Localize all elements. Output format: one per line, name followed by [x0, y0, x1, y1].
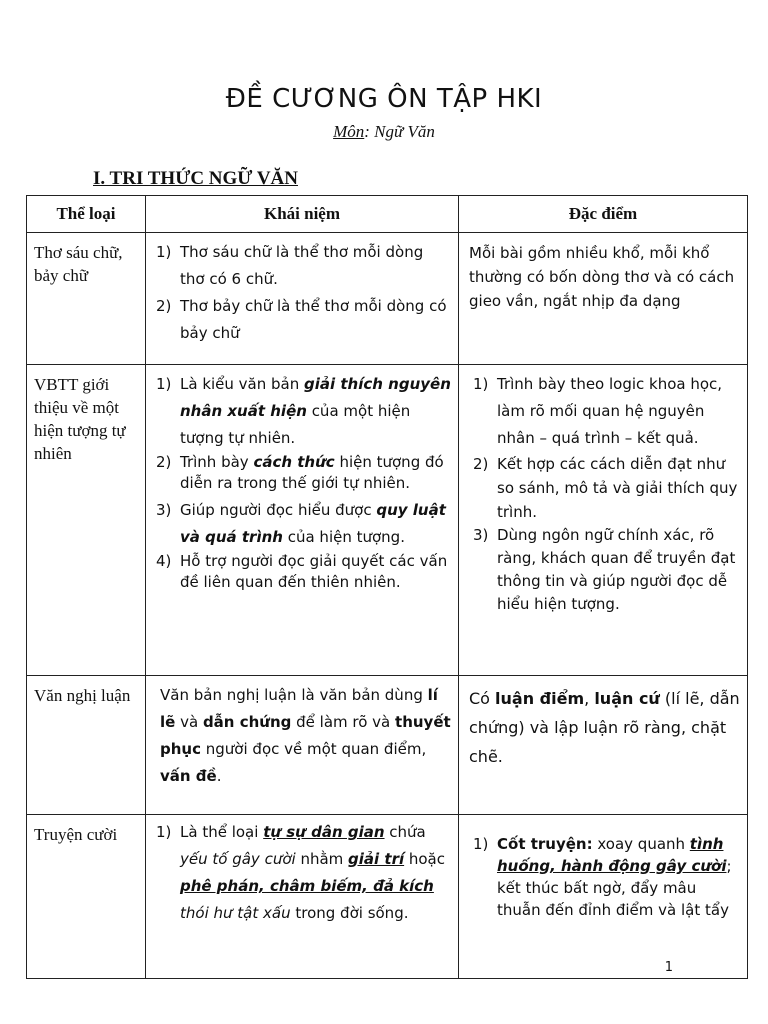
- list-item: 1) Trình bày theo logic khoa học, làm rõ mối quan hệ nguyên nhân – quá trình – kết quả.: [473, 375, 723, 447]
- subject-label: Môn: [333, 122, 365, 141]
- concept-list: [156, 239, 452, 347]
- feature-cell: [459, 365, 748, 676]
- concept-cell: [146, 365, 459, 676]
- table-row: [27, 815, 748, 979]
- genre-cell: Văn nghị luận: [27, 676, 146, 815]
- feature-list: [473, 833, 741, 921]
- genre-cell: Thơ sáu chữ, bảy chữ: [27, 233, 146, 365]
- header-feature: Đặc điểm: [459, 196, 748, 233]
- table-row: [27, 676, 748, 815]
- table-row: [27, 365, 748, 676]
- concept-cell: [146, 233, 459, 365]
- header-concept: Khái niệm: [146, 196, 459, 233]
- concept-cell: [146, 815, 459, 979]
- table-row: [27, 233, 748, 365]
- document-subtitle: [0, 122, 768, 142]
- list-item: 3) Giúp người đọc hiểu được quy luật và quá trình của hiện tượng.: [156, 501, 446, 546]
- concept-list: [156, 819, 452, 927]
- list-item: 2) Thơ bảy chữ là thể thơ mỗi dòng có bảy chữ: [156, 297, 447, 342]
- list-item: 1) Là kiểu văn bản giải thích nguyên nhân xuất hiện của một hiện tượng tự nhiên.: [156, 375, 451, 447]
- genre-cell: VBTT giới thiệu về một hiện tượng tự nhiên: [27, 365, 146, 676]
- genre-cell: Truyện cười: [27, 815, 146, 979]
- concept-list: [156, 371, 452, 593]
- list-item: 3) Dùng ngôn ngữ chính xác, rõ ràng, khách quan để truyền đạt thông tin và giúp người đọc dễ hiểu hiện tượng.: [473, 526, 736, 613]
- table-header-row: [27, 196, 748, 233]
- knowledge-table: [26, 195, 748, 979]
- document-title: ĐỀ CƯƠNG ÔN TẬP HKI: [225, 84, 543, 114]
- list-item: 1) Cốt truyện: xoay quanh tình huống, hành động gây cười; kết thúc bất ngờ, đẩy mâu thuẫn đến đỉnh điểm và lật tẩy: [473, 835, 732, 919]
- subject-value: : Ngữ Văn: [364, 122, 435, 141]
- concept-cell: Văn bản nghị luận là văn bản dùng lí lẽ và dẫn chứng để làm rõ và thuyết phục người đọc về một quan điểm, vấn đề.: [146, 676, 459, 815]
- header-genre: Thể loại: [27, 196, 146, 233]
- list-item: 2) Kết hợp các cách diễn đạt như so sánh, mô tả và giải thích quy trình.: [473, 455, 738, 521]
- feature-cell: Có luận điểm, luận cứ (lí lẽ, dẫn chứng) và lập luận rõ ràng, chặt chẽ.: [459, 676, 748, 815]
- list-item: 2) Trình bày cách thức hiện tượng đó diễn ra trong thế giới tự nhiên.: [156, 453, 444, 492]
- list-item-text: Thơ bảy chữ là thể thơ mỗi dòng có bảy chữ: [180, 297, 447, 342]
- page-number: 1: [664, 960, 673, 975]
- list-item-text: Thơ sáu chữ là thể thơ mỗi dòng thơ có 6 chữ.: [180, 243, 424, 288]
- feature-list: [473, 371, 741, 616]
- feature-cell: [459, 815, 748, 979]
- list-item: 1) Là thể loại tự sự dân gian chứa yếu tố gây cười nhằm giải trí hoặc phê phán, châm biếm, đả kích thói hư tật xấu trong đời sống.: [156, 823, 446, 922]
- section-title: I. TRI THỨC NGỮ VĂN: [93, 168, 298, 189]
- list-item: 4) Hỗ trợ người đọc giải quyết các vấn đề liên quan đến thiên nhiên.: [156, 552, 448, 591]
- list-item: 1) Thơ sáu chữ là thể thơ mỗi dòng thơ có 6 chữ.: [156, 243, 424, 288]
- feature-cell: Mỗi bài gồm nhiều khổ, mỗi khổ thường có bốn dòng thơ và có cách gieo vần, ngắt nhịp đa dạng: [459, 233, 748, 365]
